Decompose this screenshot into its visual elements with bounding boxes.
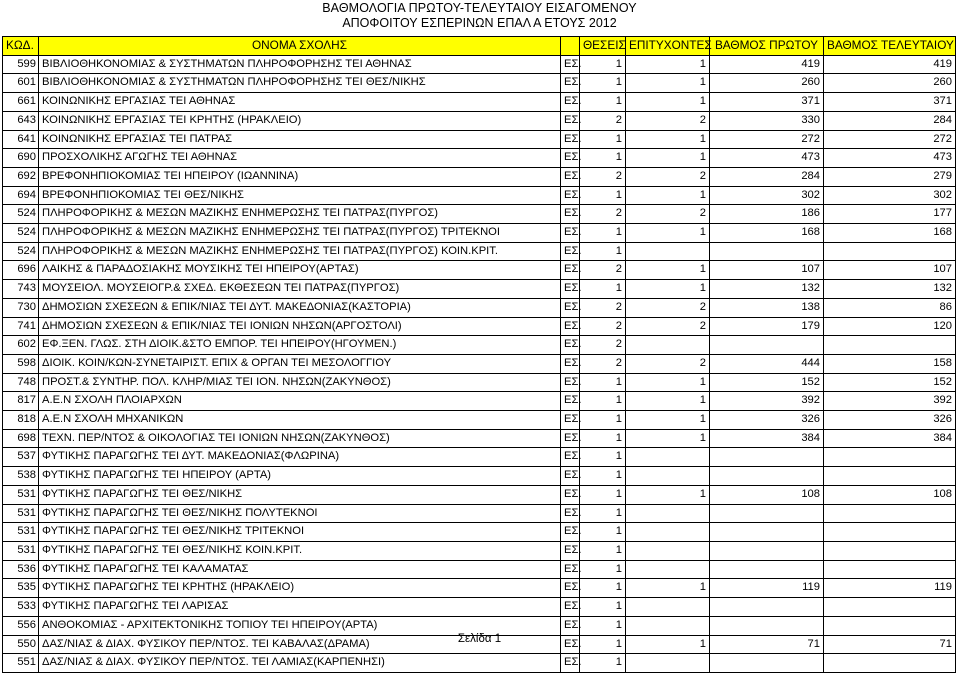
row-type: ΕΣ. (561, 55, 580, 74)
row-code: 730 (3, 298, 39, 317)
row-first-score (710, 336, 824, 355)
table-row (3, 280, 956, 299)
row-first-score (710, 654, 824, 673)
row-last-score: 284 (824, 111, 956, 130)
table-body (3, 55, 956, 672)
row-positions: 2 (580, 167, 626, 186)
row-first-score: 132 (710, 280, 824, 299)
row-last-score: 158 (824, 354, 956, 373)
row-code: 531 (3, 541, 39, 560)
row-type: ΕΣ. (561, 504, 580, 523)
table-row (3, 74, 956, 93)
row-first-score: 179 (710, 317, 824, 336)
row-school-name: ΛΑΙΚΗΣ & ΠΑΡΑΔΟΣΙΑΚΗΣ ΜΟΥΣΙΚΗΣ ΤΕΙ ΗΠΕΙΡΟΥ(ΑΡΤΑΣ) (39, 261, 561, 280)
row-first-score: 473 (710, 149, 824, 168)
row-school-name: ΦΥΤΙΚΗΣ ΠΑΡΑΓΩΓΗΣ ΤΕΙ ΚΡΗΤΗΣ (ΗΡΑΚΛΕΙΟ) (39, 579, 561, 598)
column-header-type (561, 37, 580, 56)
row-type: ΕΣ. (561, 130, 580, 149)
row-school-name: ΔΙΟΙΚ. ΚΟΙΝ/ΚΩΝ-ΣΥΝΕΤΑΙΡΙΣΤ. ΕΠΙΧ & ΟΡΓΑΝ ΤΕΙ ΜΕΣΟΛΟΓΓΙΟΥ (39, 354, 561, 373)
row-positions: 1 (580, 242, 626, 261)
column-header-last-score: ΒΑΘΜΟΣ ΤΕΛΕΥΤΑΙΟΥ (824, 37, 956, 56)
row-code: 531 (3, 523, 39, 542)
row-first-score: 371 (710, 93, 824, 112)
row-last-score: 473 (824, 149, 956, 168)
row-positions: 2 (580, 111, 626, 130)
row-code: 551 (3, 654, 39, 673)
row-school-name: ΔΑΣ/ΝΙΑΣ & ΔΙΑΧ. ΦΥΣΙΚΟΥ ΠΕΡ/ΝΤΟΣ. ΤΕΙ ΛΑΜΙΑΣ(ΚΑΡΠΕΝΗΣΙ) (39, 654, 561, 673)
row-code: 698 (3, 429, 39, 448)
row-type: ΕΣ. (561, 579, 580, 598)
row-successful: 2 (626, 111, 710, 130)
row-successful (626, 448, 710, 467)
table-row (3, 224, 956, 243)
row-positions: 1 (580, 504, 626, 523)
row-code: 531 (3, 485, 39, 504)
row-type: ΕΣ. (561, 373, 580, 392)
row-successful: 1 (626, 429, 710, 448)
row-type: ΕΣ. (561, 560, 580, 579)
row-type: ΕΣ. (561, 354, 580, 373)
row-type: ΕΣ. (561, 448, 580, 467)
row-school-name: ΒΙΒΛΙΟΘΗΚΟΝΟΜΙΑΣ & ΣΥΣΤΗΜΑΤΩΝ ΠΛΗΡΟΦΟΡΗΣΗΣ ΤΕΙ ΘΕΣ/ΝΙΚΗΣ (39, 74, 561, 93)
row-successful: 1 (626, 373, 710, 392)
row-first-score (710, 504, 824, 523)
row-code: 537 (3, 448, 39, 467)
row-first-score (710, 448, 824, 467)
row-positions: 1 (580, 411, 626, 430)
row-type: ΕΣ. (561, 654, 580, 673)
row-positions: 1 (580, 560, 626, 579)
row-positions: 1 (580, 130, 626, 149)
row-type: ΕΣ. (561, 429, 580, 448)
row-school-name: ΦΥΤΙΚΗΣ ΠΑΡΑΓΩΓΗΣ ΤΕΙ ΘΕΣ/ΝΙΚΗΣ ΤΡΙΤΕΚΝΟΙ (39, 523, 561, 542)
row-code: 524 (3, 242, 39, 261)
row-last-score: 326 (824, 411, 956, 430)
row-positions: 1 (580, 224, 626, 243)
row-code: 817 (3, 392, 39, 411)
row-successful: 1 (626, 74, 710, 93)
row-first-score: 419 (710, 55, 824, 74)
row-successful: 1 (626, 261, 710, 280)
row-code: 556 (3, 616, 39, 635)
row-last-score (824, 654, 956, 673)
row-first-score: 119 (710, 579, 824, 598)
row-first-score: 392 (710, 392, 824, 411)
row-last-score (824, 504, 956, 523)
table-row (3, 336, 956, 355)
row-first-score: 260 (710, 74, 824, 93)
row-code: 524 (3, 205, 39, 224)
row-first-score: 330 (710, 111, 824, 130)
row-code: 524 (3, 224, 39, 243)
row-last-score: 132 (824, 280, 956, 299)
row-type: ΕΣ. (561, 317, 580, 336)
header-row (3, 37, 956, 56)
row-positions: 1 (580, 448, 626, 467)
row-type: ΕΣ. (561, 336, 580, 355)
row-type: ΕΣ. (561, 149, 580, 168)
row-successful: 1 (626, 55, 710, 74)
row-type: ΕΣ. (561, 261, 580, 280)
row-school-name: ΠΡΟΣΧΟΛΙΚΗΣ ΑΓΩΓΗΣ ΤΕΙ ΑΘΗΝΑΣ (39, 149, 561, 168)
row-first-score (710, 467, 824, 486)
row-successful (626, 336, 710, 355)
row-school-name: ΚΟΙΝΩΝΙΚΗΣ ΕΡΓΑΣΙΑΣ ΤΕΙ ΑΘΗΝΑΣ (39, 93, 561, 112)
row-last-score (824, 467, 956, 486)
row-type: ΕΣ. (561, 111, 580, 130)
row-successful (626, 654, 710, 673)
row-positions: 2 (580, 336, 626, 355)
row-successful (626, 504, 710, 523)
row-type: ΕΣ. (561, 74, 580, 93)
row-school-name: ΦΥΤΙΚΗΣ ΠΑΡΑΓΩΓΗΣ ΤΕΙ ΚΑΛΑΜΑΤΑΣ (39, 560, 561, 579)
row-positions: 1 (580, 635, 626, 654)
row-first-score (710, 560, 824, 579)
row-school-name: ΠΛΗΡΟΦΟΡΙΚΗΣ & ΜΕΣΩΝ ΜΑΖΙΚΗΣ ΕΝΗΜΕΡΩΣΗΣ ΤΕΙ ΠΑΤΡΑΣ(ΠΥΡΓΟΣ) (39, 205, 561, 224)
row-successful: 1 (626, 130, 710, 149)
row-school-name: Α.Ε.Ν ΣΧΟΛΗ ΜΗΧΑΝΙΚΩΝ (39, 411, 561, 430)
row-code: 694 (3, 186, 39, 205)
table-row (3, 93, 956, 112)
row-first-score: 302 (710, 186, 824, 205)
row-code: 531 (3, 504, 39, 523)
row-last-score (824, 336, 956, 355)
row-positions: 1 (580, 429, 626, 448)
row-code: 743 (3, 280, 39, 299)
row-successful (626, 541, 710, 560)
row-type: ΕΣ. (561, 541, 580, 560)
row-school-name: ΚΟΙΝΩΝΙΚΗΣ ΕΡΓΑΣΙΑΣ ΤΕΙ ΚΡΗΤΗΣ (ΗΡΑΚΛΕΙΟ) (39, 111, 561, 130)
row-type: ΕΣ. (561, 392, 580, 411)
row-positions: 1 (580, 541, 626, 560)
row-type: ΕΣ. (561, 167, 580, 186)
row-school-name: ΒΡΕΦΟΝΗΠΙΟΚΟΜΙΑΣ ΤΕΙ ΗΠΕΙΡΟΥ (ΙΩΑΝΝΙΝΑ) (39, 167, 561, 186)
row-last-score: 419 (824, 55, 956, 74)
row-last-score: 177 (824, 205, 956, 224)
row-positions: 1 (580, 373, 626, 392)
row-first-score: 71 (710, 635, 824, 654)
row-first-score: 444 (710, 354, 824, 373)
row-positions: 1 (580, 654, 626, 673)
row-successful: 1 (626, 93, 710, 112)
row-last-score: 152 (824, 373, 956, 392)
row-code: 533 (3, 598, 39, 617)
row-code: 535 (3, 579, 39, 598)
row-positions: 1 (580, 93, 626, 112)
row-positions: 2 (580, 205, 626, 224)
table-row (3, 504, 956, 523)
row-first-score: 107 (710, 261, 824, 280)
row-positions: 1 (580, 467, 626, 486)
row-last-score: 107 (824, 261, 956, 280)
row-positions: 1 (580, 149, 626, 168)
row-successful: 2 (626, 167, 710, 186)
page-number: Σελίδα 1 (457, 633, 502, 645)
row-type: ΕΣ. (561, 93, 580, 112)
row-school-name: ΦΥΤΙΚΗΣ ΠΑΡΑΓΩΓΗΣ ΤΕΙ ΘΕΣ/ΝΙΚΗΣ (39, 485, 561, 504)
row-successful (626, 523, 710, 542)
row-school-name: ΒΙΒΛΙΟΘΗΚΟΝΟΜΙΑΣ & ΣΥΣΤΗΜΑΤΩΝ ΠΛΗΡΟΦΟΡΗΣΗΣ ΤΕΙ ΑΘΗΝΑΣ (39, 55, 561, 74)
row-first-score: 168 (710, 224, 824, 243)
row-type: ΕΣ. (561, 242, 580, 261)
row-type: ΕΣ. (561, 411, 580, 430)
column-header-positions: ΘΕΣΕΙΣ (580, 37, 626, 56)
row-code: 601 (3, 74, 39, 93)
table-row (3, 261, 956, 280)
row-last-score (824, 523, 956, 542)
table-row (3, 354, 956, 373)
table-row (3, 167, 956, 186)
row-school-name: ΦΥΤΙΚΗΣ ΠΑΡΑΓΩΓΗΣ ΤΕΙ ΘΕΣ/ΝΙΚΗΣ ΠΟΛΥΤΕΚΝΟΙ (39, 504, 561, 523)
column-header-school-name: ΟΝΟΜΑ ΣΧΟΛΗΣ (39, 37, 561, 56)
row-positions: 1 (580, 280, 626, 299)
row-last-score: 120 (824, 317, 956, 336)
row-first-score: 326 (710, 411, 824, 430)
row-successful (626, 467, 710, 486)
row-type: ΕΣ. (561, 598, 580, 617)
row-successful: 2 (626, 317, 710, 336)
row-positions: 2 (580, 298, 626, 317)
row-positions: 1 (580, 392, 626, 411)
table-row (3, 598, 956, 617)
row-positions: 2 (580, 261, 626, 280)
row-last-score: 260 (824, 74, 956, 93)
column-header-first-score: ΒΑΘΜΟΣ ΠΡΩΤΟΥ (710, 37, 824, 56)
row-school-name: ΦΥΤΙΚΗΣ ΠΑΡΑΓΩΓΗΣ ΤΕΙ ΗΠΕΙΡΟΥ (ΑΡΤΑ) (39, 467, 561, 486)
row-positions: 2 (580, 317, 626, 336)
row-successful: 1 (626, 280, 710, 299)
document-titles (0, 0, 959, 31)
row-first-score (710, 598, 824, 617)
row-type: ΕΣ. (561, 467, 580, 486)
row-code: 692 (3, 167, 39, 186)
row-code: 818 (3, 411, 39, 430)
results-table (2, 36, 956, 673)
row-last-score: 279 (824, 167, 956, 186)
row-type: ΕΣ. (561, 523, 580, 542)
table-row (3, 541, 956, 560)
table-row (3, 149, 956, 168)
row-successful: 2 (626, 205, 710, 224)
row-code: 599 (3, 55, 39, 74)
table-row (3, 654, 956, 673)
row-positions: 1 (580, 523, 626, 542)
row-type: ΕΣ. (561, 205, 580, 224)
row-school-name: ΒΡΕΦΟΝΗΠΙΟΚΟΜΙΑΣ ΤΕΙ ΘΕΣ/ΝΙΚΗΣ (39, 186, 561, 205)
row-first-score: 108 (710, 485, 824, 504)
row-code: 748 (3, 373, 39, 392)
row-type: ΕΣ. (561, 280, 580, 299)
row-school-name: ΤΕΧΝ. ΠΕΡ/ΝΤΟΣ & ΟΙΚΟΛΟΓΙΑΣ ΤΕΙ ΙΟΝΙΩΝ ΝΗΣΩΝ(ΖΑΚΥΝΘΟΣ) (39, 429, 561, 448)
table-row (3, 111, 956, 130)
row-code: 741 (3, 317, 39, 336)
document-subtitle: ΑΠΟΦΟΙΤΟΥ ΕΣΠΕΡΙΝΩΝ ΕΠΑΛ Α ΕΤΟΥΣ 2012 (342, 16, 617, 30)
row-type: ΕΣ. (561, 224, 580, 243)
row-type: ΕΣ. (561, 186, 580, 205)
row-last-score (824, 541, 956, 560)
row-last-score (824, 560, 956, 579)
table-row (3, 579, 956, 598)
row-first-score (710, 242, 824, 261)
row-school-name: ΔΗΜΟΣΙΩΝ ΣΧΕΣΕΩΝ & ΕΠΙΚ/ΝΙΑΣ ΤΕΙ ΔΥΤ. ΜΑΚΕΔΟΝΙΑΣ(ΚΑΣΤΟΡΙΑ) (39, 298, 561, 317)
row-first-score: 152 (710, 373, 824, 392)
row-last-score: 168 (824, 224, 956, 243)
row-code: 598 (3, 354, 39, 373)
row-last-score: 384 (824, 429, 956, 448)
row-first-score: 272 (710, 130, 824, 149)
document-title: ΒΑΘΜΟΛΟΓΙΑ ΠΡΩΤΟΥ-ΤΕΛΕΥΤΑΙΟΥ ΕΙΣΑΓΟΜΕΝΟΥ (322, 1, 637, 15)
row-successful (626, 242, 710, 261)
table-row (3, 411, 956, 430)
row-school-name: ΦΥΤΙΚΗΣ ΠΑΡΑΓΩΓΗΣ ΤΕΙ ΛΑΡΙΣΑΣ (39, 598, 561, 617)
table-row (3, 317, 956, 336)
row-last-score (824, 242, 956, 261)
table-row (3, 130, 956, 149)
row-first-score: 186 (710, 205, 824, 224)
row-school-name: ΑΝΘΟΚΟΜΙΑΣ - ΑΡΧΙΤΕΚΤΟΝΙΚΗΣ ΤΟΠΙΟΥ ΤΕΙ ΗΠΕΙΡΟΥ(ΑΡΤΑ) (39, 616, 561, 635)
row-successful: 1 (626, 485, 710, 504)
row-successful: 1 (626, 186, 710, 205)
row-successful: 1 (626, 392, 710, 411)
table-row (3, 242, 956, 261)
table-row (3, 467, 956, 486)
row-last-score: 71 (824, 635, 956, 654)
row-positions: 1 (580, 616, 626, 635)
table-row (3, 205, 956, 224)
row-school-name: ΠΛΗΡΟΦΟΡΙΚΗΣ & ΜΕΣΩΝ ΜΑΖΙΚΗΣ ΕΝΗΜΕΡΩΣΗΣ ΤΕΙ ΠΑΤΡΑΣ(ΠΥΡΓΟΣ) ΤΡΙΤΕΚΝΟΙ (39, 224, 561, 243)
column-header-code: ΚΩΔ. (3, 37, 39, 56)
row-positions: 1 (580, 579, 626, 598)
row-school-name: Α.Ε.Ν ΣΧΟΛΗ ΠΛΟΙΑΡΧΩΝ (39, 392, 561, 411)
row-school-name: ΠΡΟΣΤ.& ΣΥΝΤΗΡ. ΠΟΛ. ΚΛΗΡ/ΜΙΑΣ ΤΕΙ ΙΟΝ. ΝΗΣΩΝ(ΖΑΚΥΝΘΟΣ) (39, 373, 561, 392)
row-code: 690 (3, 149, 39, 168)
row-school-name: ΠΛΗΡΟΦΟΡΙΚΗΣ & ΜΕΣΩΝ ΜΑΖΙΚΗΣ ΕΝΗΜΕΡΩΣΗΣ ΤΕΙ ΠΑΤΡΑΣ(ΠΥΡΓΟΣ) ΚΟΙΝ.ΚΡΙΤ. (39, 242, 561, 261)
row-type: ΕΣ. (561, 635, 580, 654)
table-row (3, 485, 956, 504)
row-successful: 2 (626, 298, 710, 317)
row-last-score: 392 (824, 392, 956, 411)
row-last-score: 119 (824, 579, 956, 598)
row-positions: 1 (580, 186, 626, 205)
row-code: 550 (3, 635, 39, 654)
table-row (3, 560, 956, 579)
row-code: 602 (3, 336, 39, 355)
table-row (3, 523, 956, 542)
row-successful: 1 (626, 579, 710, 598)
row-positions: 1 (580, 74, 626, 93)
table-row (3, 55, 956, 74)
row-successful: 1 (626, 411, 710, 430)
row-school-name: ΦΥΤΙΚΗΣ ΠΑΡΑΓΩΓΗΣ ΤΕΙ ΘΕΣ/ΝΙΚΗΣ ΚΟΙΝ.ΚΡΙΤ. (39, 541, 561, 560)
row-school-name: ΜΟΥΣΕΙΟΛ. ΜΟΥΣΕΙΟΓΡ.& ΣΧΕΔ. ΕΚΘΕΣΕΩΝ ΤΕΙ ΠΑΤΡΑΣ(ΠΥΡΓΟΣ) (39, 280, 561, 299)
table-row (3, 429, 956, 448)
row-last-score (824, 448, 956, 467)
row-last-score: 272 (824, 130, 956, 149)
column-header-successful: ΕΠΙΤΥΧΟΝΤΕΣ (626, 37, 710, 56)
row-school-name: ΔΗΜΟΣΙΩΝ ΣΧΕΣΕΩΝ & ΕΠΙΚ/ΝΙΑΣ ΤΕΙ ΙΟΝΙΩΝ ΝΗΣΩΝ(ΑΡΓΟΣΤΟΛΙ) (39, 317, 561, 336)
row-successful: 1 (626, 149, 710, 168)
row-first-score: 284 (710, 167, 824, 186)
row-code: 643 (3, 111, 39, 130)
table-row (3, 298, 956, 317)
table-row (3, 448, 956, 467)
row-first-score: 138 (710, 298, 824, 317)
row-first-score: 384 (710, 429, 824, 448)
table-row (3, 373, 956, 392)
row-type: ΕΣ. (561, 298, 580, 317)
row-code: 536 (3, 560, 39, 579)
row-code: 641 (3, 130, 39, 149)
row-first-score (710, 523, 824, 542)
row-positions: 1 (580, 485, 626, 504)
row-school-name: ΕΦ.ΞΕΝ. ΓΛΩΣ. ΣΤΗ ΔΙΟΙΚ.&ΣΤΟ ΕΜΠΟΡ. ΤΕΙ ΗΠΕΙΡΟΥ(ΗΓΟΥΜΕΝ.) (39, 336, 561, 355)
row-last-score: 86 (824, 298, 956, 317)
row-successful: 1 (626, 635, 710, 654)
row-school-name: ΦΥΤΙΚΗΣ ΠΑΡΑΓΩΓΗΣ ΤΕΙ ΔΥΤ. ΜΑΚΕΔΟΝΙΑΣ(ΦΛΩΡΙΝΑ) (39, 448, 561, 467)
row-positions: 2 (580, 354, 626, 373)
row-school-name: ΚΟΙΝΩΝΙΚΗΣ ΕΡΓΑΣΙΑΣ ΤΕΙ ΠΑΤΡΑΣ (39, 130, 561, 149)
row-last-score: 371 (824, 93, 956, 112)
row-last-score: 108 (824, 485, 956, 504)
row-first-score (710, 541, 824, 560)
row-type: ΕΣ. (561, 485, 580, 504)
row-successful (626, 598, 710, 617)
row-last-score: 302 (824, 186, 956, 205)
row-last-score (824, 598, 956, 617)
row-code: 538 (3, 467, 39, 486)
row-code: 661 (3, 93, 39, 112)
row-type: ΕΣ. (561, 616, 580, 635)
row-positions: 1 (580, 55, 626, 74)
row-successful: 1 (626, 224, 710, 243)
table-row (3, 392, 956, 411)
row-successful: 2 (626, 354, 710, 373)
row-successful (626, 560, 710, 579)
table-row (3, 186, 956, 205)
row-school-name: ΔΑΣ/ΝΙΑΣ & ΔΙΑΧ. ΦΥΣΙΚΟΥ ΠΕΡ/ΝΤΟΣ. ΤΕΙ ΚΑΒΑΛΑΣ(ΔΡΑΜΑ) (39, 635, 561, 654)
row-positions: 1 (580, 598, 626, 617)
row-code: 696 (3, 261, 39, 280)
